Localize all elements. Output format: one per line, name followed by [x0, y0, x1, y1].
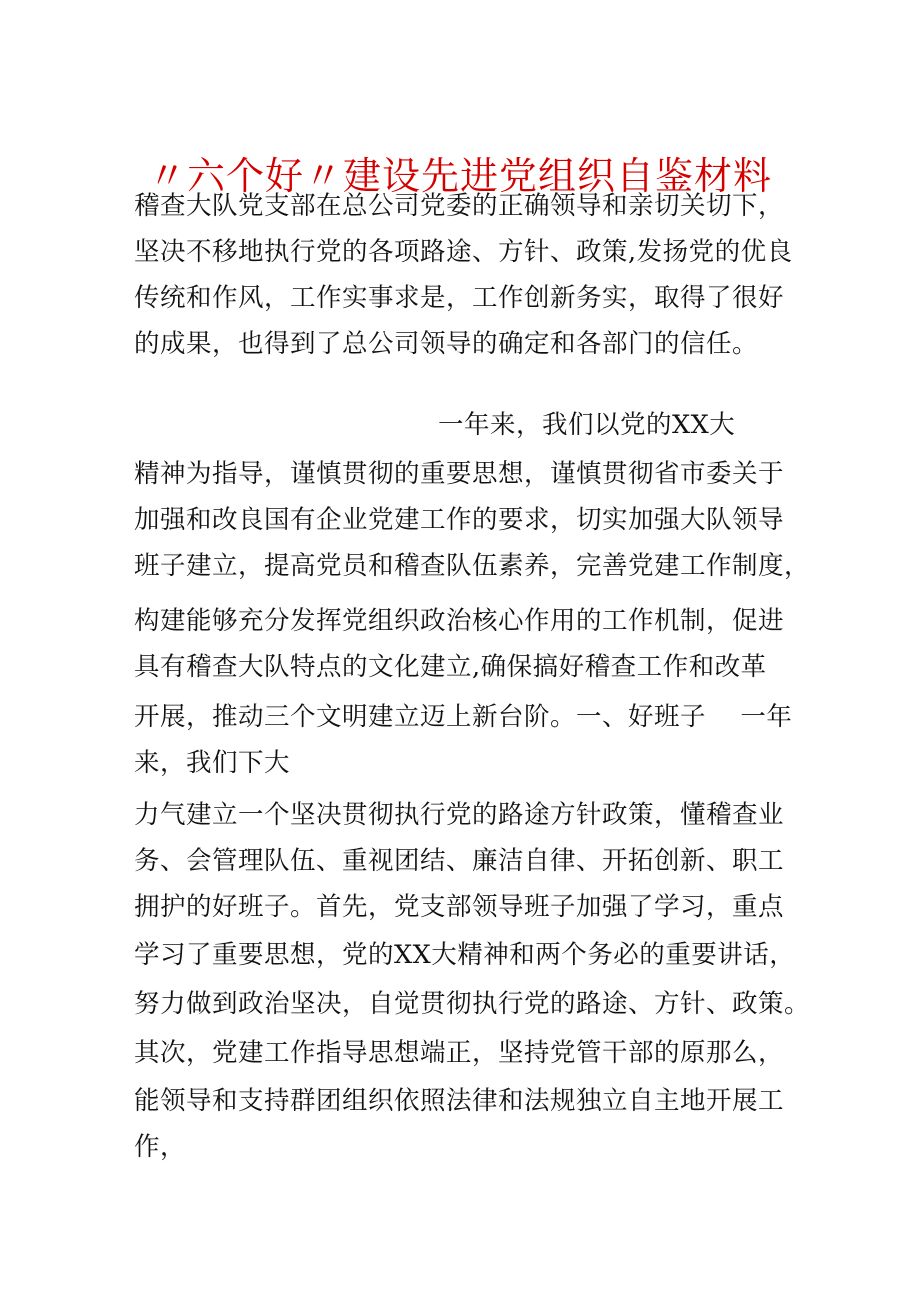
paragraph-line: 力气建立一个坚决贯彻执行党的路途方针政策，懂稽查业: [134, 800, 785, 830]
paragraph-line: 传统和作风，工作实事求是，工作创新务实，取得了很好: [134, 283, 785, 313]
paragraph-line: 的成果，也得到了总公司领导的确定和各部门的信任。: [134, 329, 759, 359]
paragraph-line: 其次，党建工作指导思想端正，坚持党管干部的原那么，: [134, 1038, 785, 1068]
paragraph-line: 具有稽查大队特点的文化建立,确保搞好稽查工作和改革: [134, 652, 767, 682]
paragraph-line: 拥护的好班子。首先，党支部领导班子加强了学习，重点: [134, 892, 785, 922]
paragraph-line: 开展，推动三个文明建立迈上新台阶。一、好班子 一年: [134, 702, 793, 732]
paragraph-line: 能领导和支持群团组织依照法律和法规独立自主地开展工: [134, 1086, 785, 1116]
paragraph-line: 稽查大队党支部在总公司党委的正确领导和亲切关切下，: [134, 191, 785, 221]
paragraph-line: 作，: [134, 1132, 187, 1162]
paragraph-line: 精神为指导，谨慎贯彻的重要思想，谨慎贯彻省市委关于: [134, 459, 785, 489]
paragraph-line: 班子建立，提高党员和稽查队伍素养，完善党建工作制度，: [134, 551, 811, 581]
paragraph-line: 努力做到政治坚决，自觉贯彻执行党的路途、方针、政策。: [134, 989, 811, 1019]
paragraph-line: 加强和改良国有企业党建工作的要求，切实加强大队领导: [134, 505, 785, 535]
document-title: 〃六个好〃建设先进党组织自鉴材料: [147, 154, 772, 198]
paragraph-line: 一年来，我们以党的XX大: [438, 410, 736, 440]
paragraph-line: 构建能够充分发挥党组织政治核心作用的工作机制，促进: [134, 606, 785, 636]
paragraph-line: 学习了重要思想，党的XX大精神和两个务必的重要讲话，: [134, 940, 796, 970]
paragraph-line: 务、会管理队伍、重视团结、廉洁自律、开拓创新、职工: [134, 846, 785, 876]
paragraph-line: 来，我们下大: [134, 748, 291, 778]
paragraph-line: 坚决不移地执行党的各项路途、方针、政策,发扬党的优良: [134, 237, 793, 267]
